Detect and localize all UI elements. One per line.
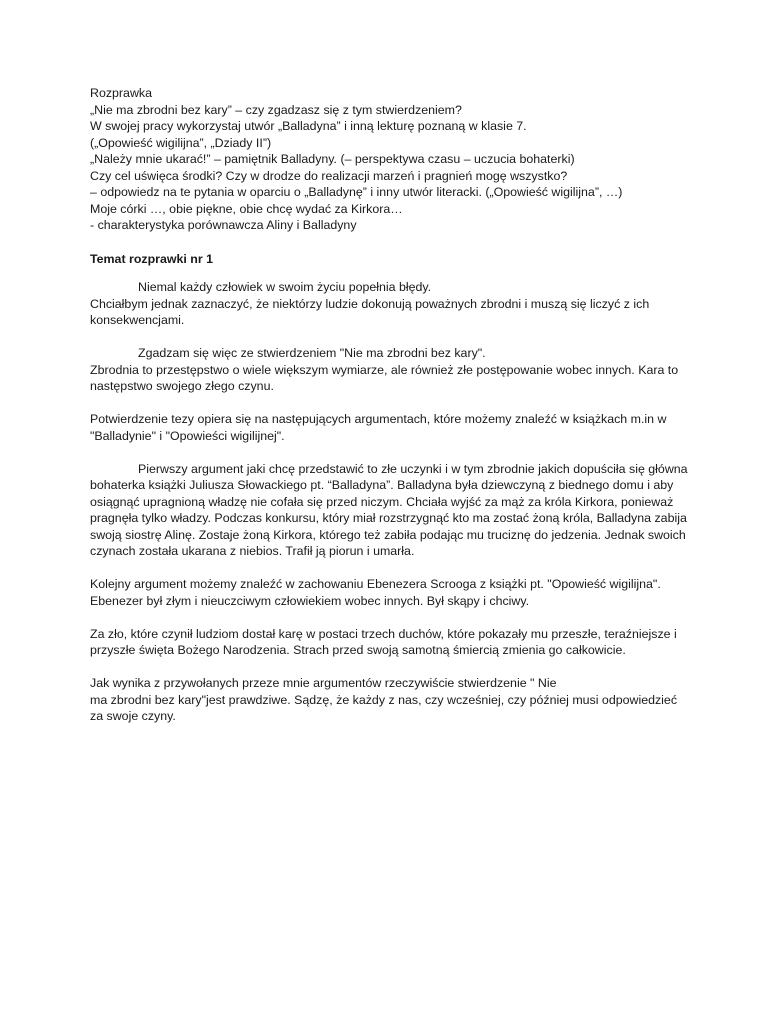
- essay-paragraph-7: [90, 675, 690, 725]
- essay-paragraph-4: [90, 461, 690, 560]
- intro-line-title: Rozprawka: [90, 86, 152, 100]
- essay-paragraph-1: [90, 279, 690, 329]
- paragraph-7-body: ma zbrodni bez kary"jest prawdziwe. Sądzę, że każdy z nas, czy wcześniej, czy później musi odpowiedzieć za swoje czyny.: [90, 692, 678, 723]
- paragraph-1-first-line: Niemal każdy człowiek w swoim życiu popełnia błędy.: [138, 280, 432, 294]
- paragraph-4-text: Pierwszy argument jaki chcę przedstawić to złe uczynki i w tym zbrodnie jakich dopuściła się główna bohaterka książki Juliusza Słowackiego pt. “Balladyna”. Balladyna była dziewczyną z biednego domu i aby osiągnąć upragnioną władzę nie cofała się przed niczym. Chciała wyjść za mąż za króla Kirkora, ponieważ pragnęła tylko władzy. Podczas konkursu, który miał rozstrzygnąć kto ma zostać żoną króla, Balladyna zabija swoją siostrę Alinę. Zostaje żoną Kirkora, którego też zabiła podając mu truciznę do jedzenia. Jednak swoich czynach została ukarana z niebios. Trafił ją piorun i umarła.: [90, 461, 688, 558]
- intro-line-works: („Opowieść wigilijna”, „Dziady II”): [90, 135, 272, 150]
- essay-paragraph-3: Potwierdzenie tezy opiera się na następujących argumentach, które możemy znaleźć w książkach m.in w "Balladynie" i "Opowieści wigilijnej".: [90, 412, 667, 443]
- intro-line-question: „Nie ma zbrodni bez kary” – czy zgadzasz się z tym stwierdzeniem?: [90, 102, 462, 117]
- intro-line-diary-topic: „Należy mnie ukarać!” – pamiętnik Balladyny. (– perspektywa czasu – uczucia bohaterki): [90, 152, 575, 166]
- paragraph-2-first-line: Zgadzam się więc ze stwierdzeniem "Nie ma zbrodni bez kary".: [138, 346, 486, 360]
- intro-line-daughters-topic: Moje córki …, obie piękne, obie chcę wydać za Kirkora…: [90, 201, 403, 216]
- intro-line-answer-instruction: – odpowiedz na te pytania w oparciu o „Balladynę” i inny utwór literacki. („Opowieść wigilijna”, …): [90, 185, 623, 199]
- essay-heading: Temat rozprawki nr 1: [90, 251, 214, 266]
- paragraph-7-first-line: Jak wynika z przywołanych przeze mnie argumentów rzeczywiście stwierdzenie " Nie: [90, 676, 557, 690]
- essay-paragraph-5: Kolejny argument możemy znaleźć w zachowaniu Ebenezera Scrooga z książki pt. "Opowieść wigilijna". Ebenezer był złym i nieuczciwym człowiekiem wobec innych. Był skąpy i chciwy.: [90, 577, 661, 608]
- assignment-intro: [90, 85, 690, 234]
- document-content: [90, 85, 690, 741]
- intro-line-ends-means: Czy cel uświęca środki? Czy w drodze do realizacji marzeń i pragnień mogę wszystko?: [90, 168, 568, 183]
- essay-paragraph-2: [90, 345, 690, 395]
- essay-paragraph-6: Za zło, które czynił ludziom dostał karę w postaci trzech duchów, które pokazały mu przeszłe, teraźniejsze i przyszłe święta Bożego Narodzenia. Strach przed swoją samotną śmiercią zmienia go całkowicie.: [90, 626, 677, 657]
- intro-line-comparison-topic: - charakterystyka porównawcza Aliny i Balladyny: [90, 218, 357, 232]
- intro-line-instruction: W swojej pracy wykorzystaj utwór „Balladyna” i inną lekturę poznaną w klasie 7.: [90, 119, 527, 133]
- paragraph-1-body: Chciałbym jednak zaznaczyć, że niektórzy ludzie dokonują poważnych zbrodni i muszą się liczyć z ich konsekwencjami.: [90, 296, 650, 327]
- paragraph-2-body: Zbrodnia to przestępstwo o wiele większym wymiarze, ale również złe postępowanie wobec innych. Kara to następstwo swojego złego czynu.: [90, 362, 679, 393]
